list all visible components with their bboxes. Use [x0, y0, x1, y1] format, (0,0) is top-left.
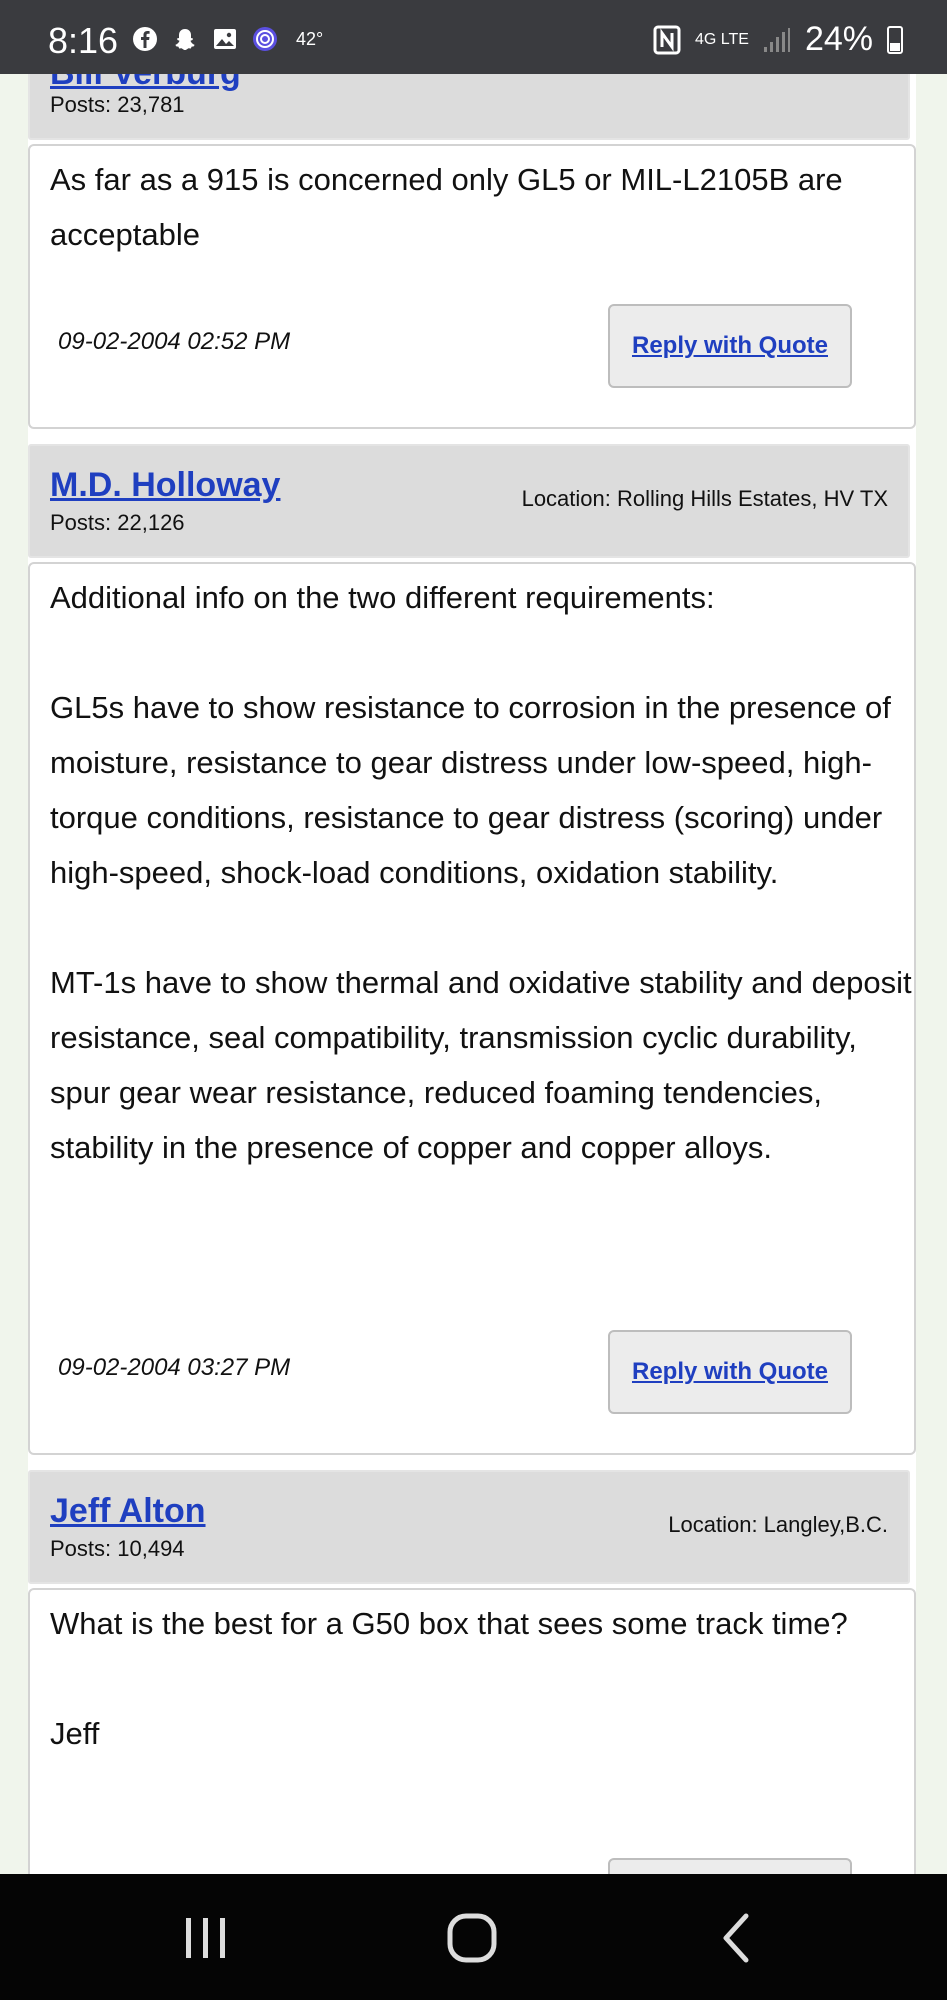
- post-date: 09-02-2004 02:52 PM: [58, 328, 291, 355]
- posts-count: Posts: 22,126: [50, 510, 185, 535]
- network-type: 4G LTE: [694, 30, 749, 48]
- home-icon[interactable]: [442, 1912, 502, 1964]
- posts-count: Posts: 10,494: [50, 1536, 185, 1561]
- clock: 8:16: [48, 20, 119, 61]
- post-body: [28, 562, 916, 1455]
- thread-container: [28, 0, 916, 1874]
- author-location: Location: Langley,B.C.: [668, 1512, 888, 1537]
- post-date: 09-02-2004 03:27 PM: [58, 1354, 291, 1381]
- system-indicators: [653, 20, 903, 59]
- recent-apps-icon[interactable]: [176, 1912, 236, 1964]
- reply-with-quote-button[interactable]: Reply with Quote: [608, 304, 852, 388]
- battery-icon: [887, 26, 903, 54]
- back-icon[interactable]: [708, 1912, 768, 1964]
- nfc-icon: [653, 25, 681, 55]
- battery-percent: 24%: [804, 20, 873, 58]
- author-link[interactable]: M.D. Holloway: [50, 466, 281, 504]
- post-header: [28, 1470, 910, 1584]
- gallery-icon: [212, 26, 238, 52]
- status-bar: [0, 0, 947, 74]
- post-text: Additional info on the two different requirements: GL5s have to show resistance to corrosion in the presence of moisture, resistance to gear distress under low-speed, high-torque conditions, resistance to gear distress (scoring) under high-speed, shock-load conditions, oxidation stability. MT-1s have to show thermal and oxidative stability and deposit resistance, seal compatibility, transmission cyclic durability, spur gear wear resistance, reduced foaming tendencies, stability in the presence of copper and copper alloys.: [50, 580, 912, 1165]
- post-header: [28, 444, 910, 558]
- facebook-icon: [132, 26, 158, 52]
- post-body: [28, 1588, 916, 1874]
- author-location: Location: Rolling Hills Estates, HV TX: [521, 486, 888, 511]
- post-body: [28, 144, 916, 429]
- posts-count: Posts: 23,781: [50, 92, 185, 117]
- system-nav-bar: [0, 1874, 947, 2000]
- snapchat-icon: [172, 26, 198, 52]
- reply-with-quote-button[interactable]: [608, 1858, 852, 1874]
- post-text: What is the best for a G50 box that sees some track time? Jeff: [50, 1606, 848, 1751]
- signal-icon: [763, 27, 791, 53]
- notification-icons: [132, 26, 323, 52]
- post-text: As far as a 915 is concerned only GL5 or MIL-L2105B are acceptable: [50, 162, 843, 252]
- author-link[interactable]: Jeff Alton: [50, 1492, 206, 1530]
- reply-with-quote-button[interactable]: Reply with Quote: [608, 1330, 852, 1414]
- at-sign-icon: [252, 26, 278, 52]
- temperature: 42°: [296, 28, 324, 49]
